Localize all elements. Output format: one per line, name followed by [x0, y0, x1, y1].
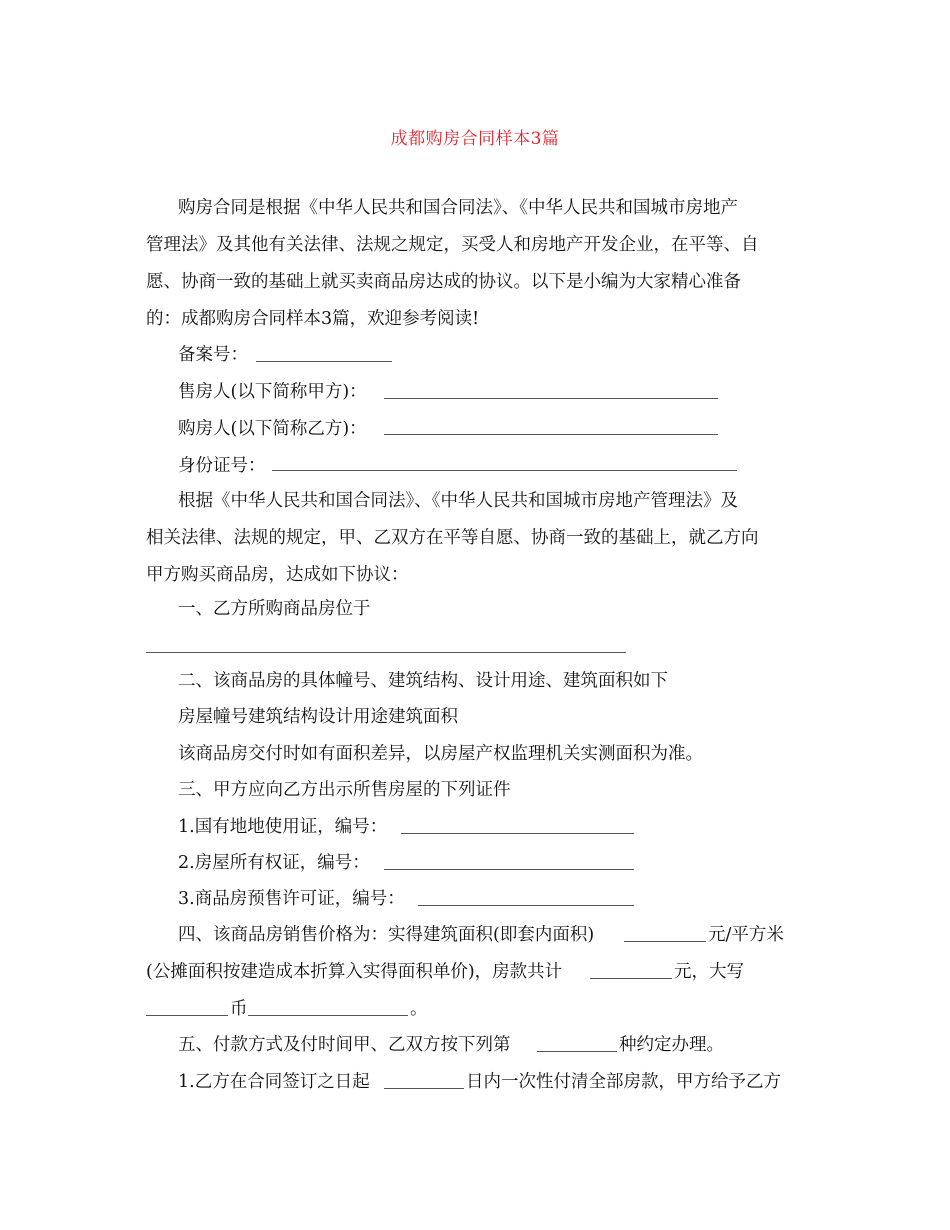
payment-1-text: 1.乙方在合同签订之日起	[178, 1072, 370, 1092]
buyer-blank	[384, 434, 718, 435]
cert-1: 1.国有地地使用证，编号：	[178, 817, 388, 837]
record-no-label: 备案号：	[178, 345, 248, 365]
currency-blank	[146, 1015, 228, 1016]
location-blank	[146, 652, 626, 653]
cert-2: 2.房屋所有权证，编号：	[178, 853, 370, 873]
clause-5-text: 五、付款方式及付时间甲、乙双方按下列第	[178, 1035, 511, 1055]
cert-1-blank	[401, 833, 634, 834]
capital-amount-blank	[248, 1015, 408, 1016]
document-title: 成都购房合同样本3篇	[390, 129, 560, 149]
payment-option-blank	[537, 1051, 617, 1052]
clause-4-period: 。	[410, 999, 428, 1019]
cert-3-blank	[418, 905, 634, 906]
buyer-label: 购房人(以下简称乙方)：	[178, 419, 367, 439]
payment-1-end: 日内一次性付清全部房款，甲方给予乙方	[466, 1072, 781, 1092]
id-no-label: 身份证号：	[178, 456, 266, 476]
clause-4-unit: 元/平方米	[708, 925, 784, 945]
intro-line-1: 购房合同是根据《中华人民共和国合同法》、《中华人民共和国城市房地产	[178, 198, 738, 218]
clause-4-capital: 元，大写	[674, 962, 744, 982]
basis-line-3: 甲方购买商品房，达成如下协议：	[146, 565, 409, 585]
intro-line-4: 的：成都购房合同样本3篇，欢迎参考阅读!	[146, 309, 480, 329]
record-no-blank	[256, 361, 392, 362]
area-note: 该商品房交付时如有面积差异，以房屋产权监理机关实测面积为准。	[178, 744, 703, 764]
payment-days-blank	[384, 1088, 464, 1089]
cert-2-blank	[384, 869, 634, 870]
intro-line-3: 愿、协商一致的基础上就买卖商品房达成的协议。以下是小编为大家精心准备	[146, 272, 741, 292]
cert-3: 3.商品房预售许可证，编号：	[178, 889, 405, 909]
clause-3: 三、甲方应向乙方出示所售房屋的下列证件	[178, 780, 511, 800]
unit-price-blank	[624, 941, 706, 942]
seller-label: 售房人(以下简称甲方)：	[178, 382, 367, 402]
basis-line-2: 相关法律、法规的规定，甲、乙双方在平等自愿、协商一致的基础上，就乙方向	[146, 528, 759, 548]
clause-2: 二、该商品房的具体幢号、建筑结构、设计用途、建筑面积如下	[178, 671, 668, 691]
basis-line-1: 根据《中华人民共和国合同法》、《中华人民共和国城市房地产管理法》及	[178, 491, 738, 511]
table-header: 房屋幢号建筑结构设计用途建筑面积	[178, 707, 458, 727]
intro-line-2: 管理法》及其他有关法律、法规之规定，买受人和房地产开发企业，在平等、自	[146, 235, 759, 255]
clause-4-text-2: (公摊面积按建造成本折算入实得面积单价)，房款共计	[146, 962, 563, 982]
clause-4-currency: 币	[230, 999, 248, 1019]
total-price-blank	[590, 978, 672, 979]
clause-4-text-1: 四、该商品房销售价格为：实得建筑面积(即套内面积)	[178, 925, 595, 945]
seller-blank	[384, 398, 718, 399]
clause-5-end: 种约定办理。	[619, 1035, 724, 1055]
clause-1: 一、乙方所购商品房位于	[178, 599, 371, 619]
id-no-blank	[272, 470, 737, 471]
